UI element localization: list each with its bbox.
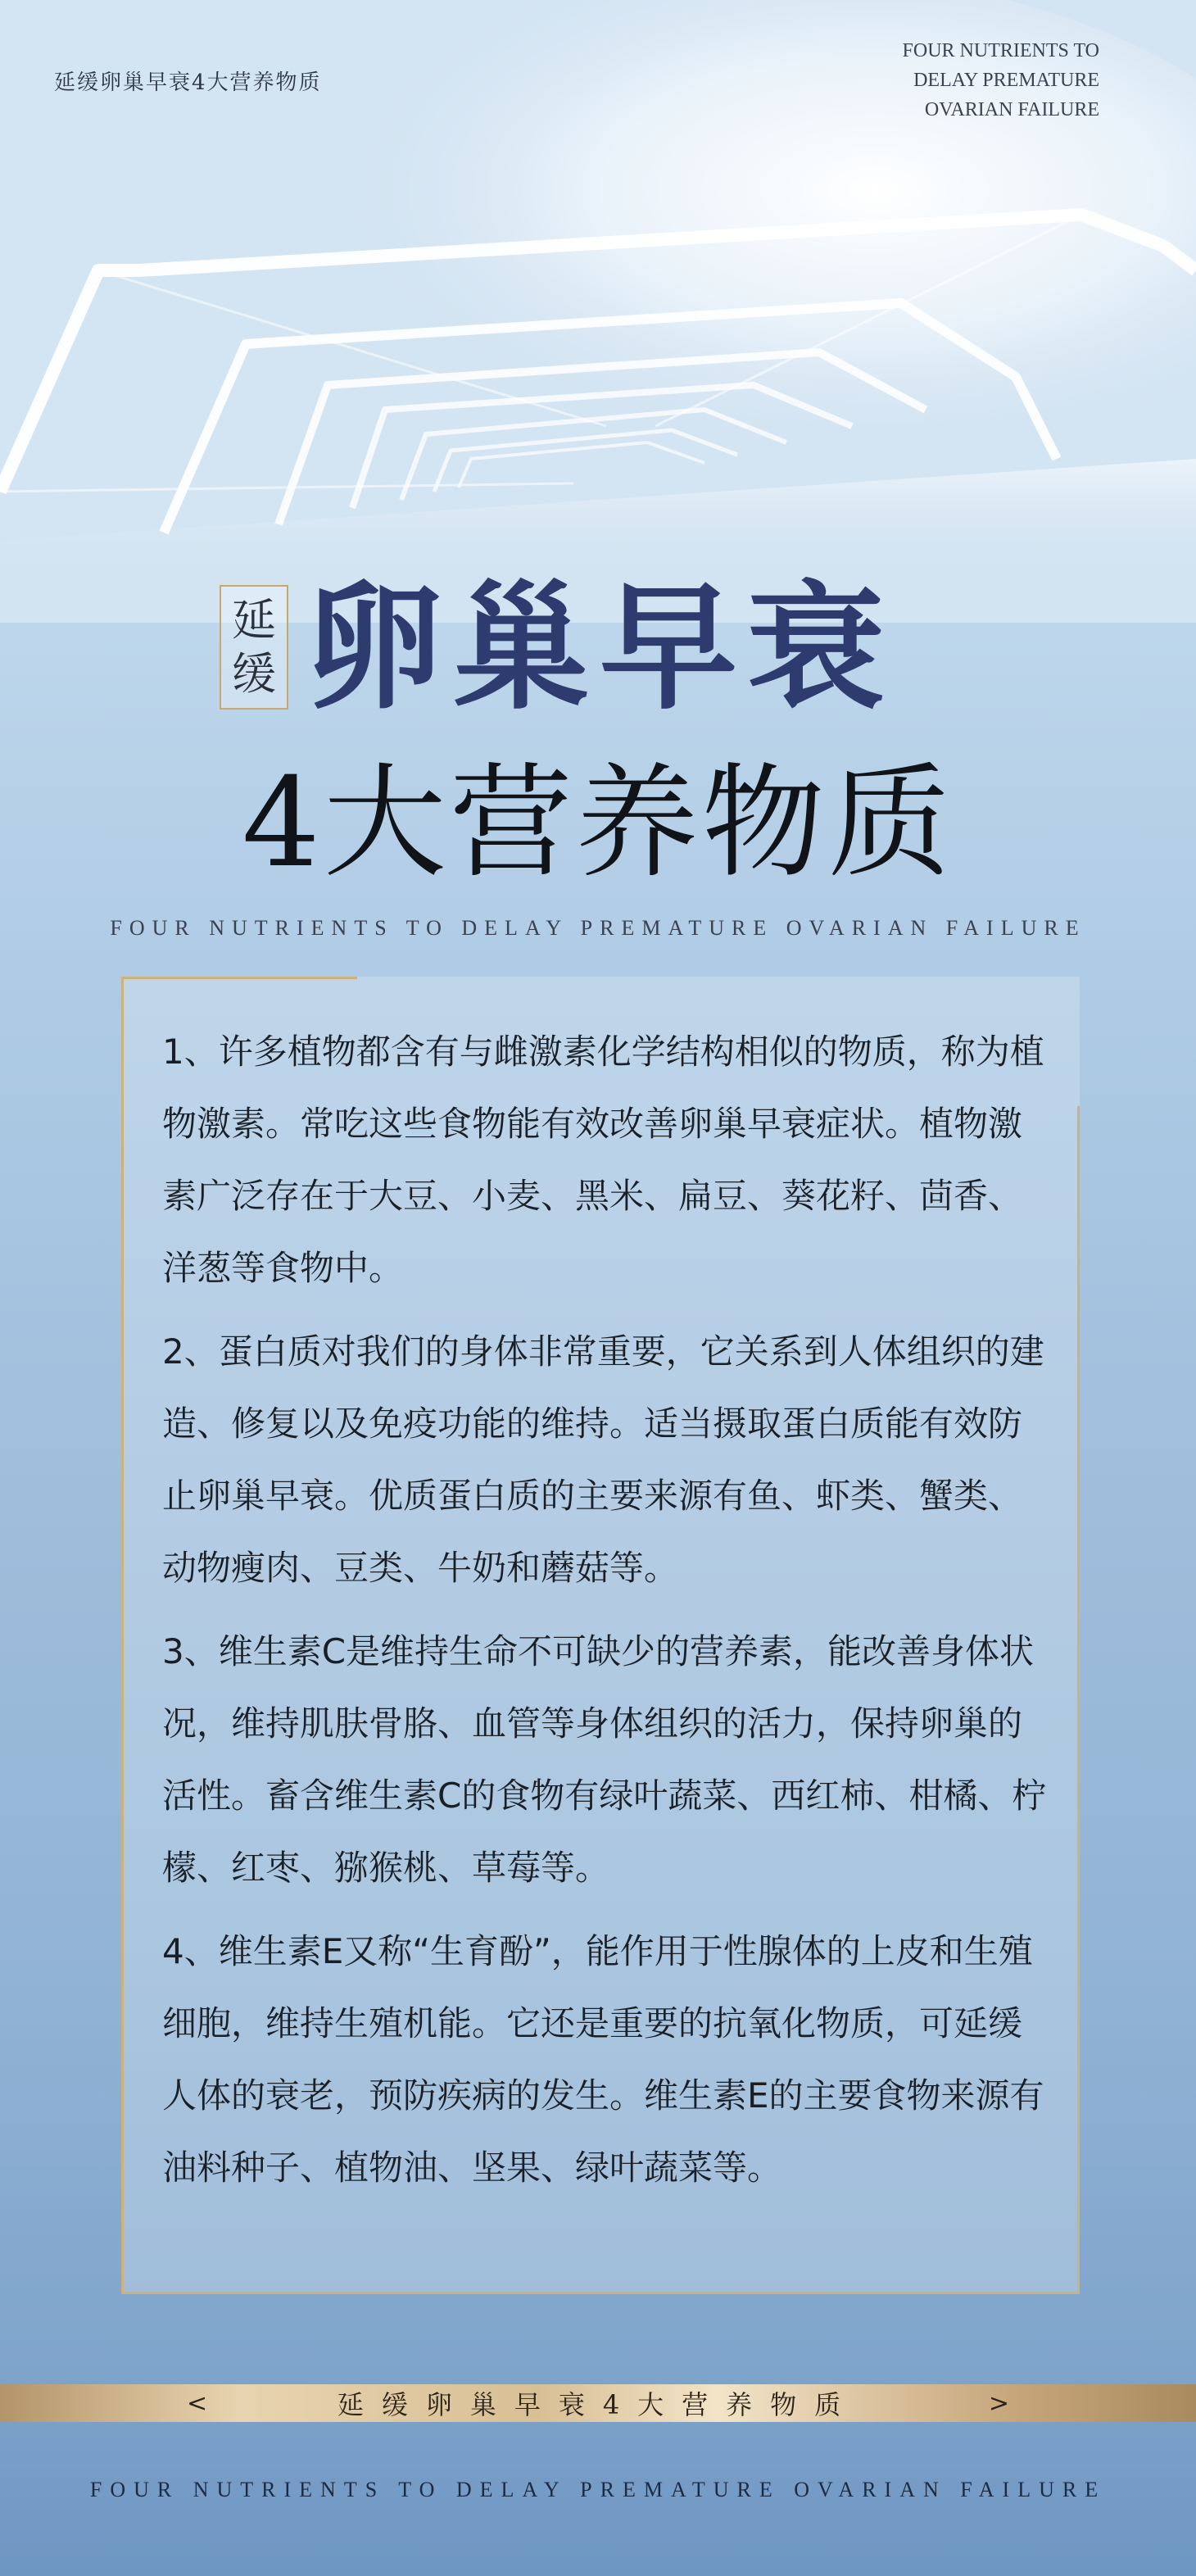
banner-title: 延缓卵巢早衰4大营养物质 (337, 2389, 859, 2420)
title-tag-char: 延 (232, 594, 276, 646)
header-title-cn: 延缓卵巢早衰4大营养物质 (54, 70, 322, 95)
header-en-line: FOUR NUTRIENTS TO (902, 40, 1099, 61)
header-title-en (903, 36, 1099, 125)
title-tag-char: 缓 (232, 648, 276, 700)
footer-english: FOUR NUTRIENTS TO DELAY PREMATURE OVARIAN FAILURE (89, 2478, 1107, 2501)
sub-title: 4大营养物质 (242, 752, 954, 895)
nutrient-paragraph-2: 2、蛋白质对我们的身体非常重要，它关系到人体组织的建造、修复以及免疫功能的维持。适当摄取蛋白质能有效防止卵巢早衰。优质蛋白质的主要来源有鱼、虾类、蟹类、动物瘦肉、豆类、牛奶和蘑菇等。 (162, 1331, 1044, 1588)
header-en-line: OVARIAN FAILURE (924, 99, 1099, 120)
header-en-line: DELAY PREMATURE (913, 70, 1099, 91)
main-title: 卵巢早衰 (305, 566, 895, 728)
nutrient-paragraph-1: 1、许多植物都含有与雌激素化学结构相似的物质，称为植物激素。常吃这些食物能有效改善卵巢早衰症状。植物激素广泛存在于大豆、小麦、黑米、扁豆、葵花籽、茴香、洋葱等食物中。 (162, 1032, 1044, 1288)
nutrient-list (162, 1016, 1055, 2215)
nutrient-paragraph-3: 3、维生素C是维持生命不可缺少的营养素，能改善身体状况，维持肌肤骨胳、血管等身体组织的活力，保持卵巢的活性。畜含维生素C的食物有绿叶蔬菜、西红柿、柑橘、柠檬、红枣、猕猴桃、草莓等。 (162, 1631, 1047, 1888)
frame-top-line (121, 977, 357, 979)
gold-banner (0, 2384, 1196, 2422)
nutrient-paragraph-4: 4、维生素E又称“生育酚”，能作用于性腺体的上皮和生殖细胞，维持生殖机能。它还是重要的抗氧化物质，可延缓人体的衰老，预防疾病的发生。维生素E的主要食物来源有油料种子、植物油、坚果、绿叶蔬菜等。 (162, 1931, 1044, 2188)
frame-right-line (1077, 1106, 1080, 2294)
banner-right-arrow: > (988, 2388, 1009, 2418)
title-row (220, 565, 1039, 729)
title-tag-box (220, 585, 288, 710)
banner-left-arrow: < (187, 2388, 208, 2418)
english-subtitle: FOUR NUTRIENTS TO DELAY PREMATURE OVARIAN FAILURE (110, 916, 1086, 940)
